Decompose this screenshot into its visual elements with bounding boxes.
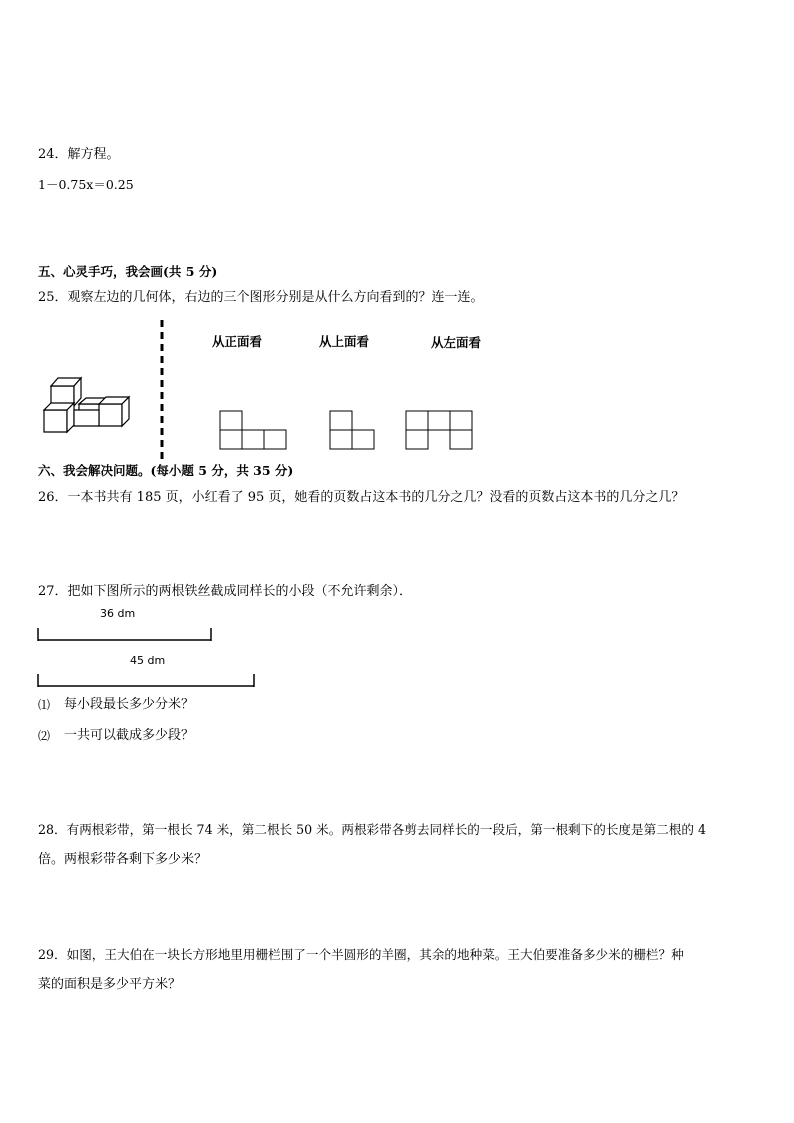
view-label-top: 从上面看 <box>319 334 370 349</box>
top-view <box>330 411 374 449</box>
q27-text: 27．把如下图所示的两根铁丝截成同样长的小段（不允许剩余）． <box>38 584 413 599</box>
q24-equation: 1－0.75x＝0.25 <box>38 177 134 192</box>
q27-sub1-text: 每小段最长多少分米？ <box>64 697 195 712</box>
geometric-solid <box>44 378 129 432</box>
wire1-label: 36 dm <box>100 607 136 620</box>
view-label-left: 从左面看 <box>431 335 482 350</box>
q25-text: 25．观察左边的几何体，右边的三个图形分别是从什么方向看到的？连一连。 <box>38 290 484 305</box>
q27-sub2-number: ⑵ <box>38 729 51 743</box>
section5-heading: 五、心灵手巧，我会画(共 5 分) <box>38 264 218 279</box>
section6-heading: 六、我会解决问题。(每小题 5 分，共 35 分) <box>38 463 294 478</box>
q24-title: 24．解方程。 <box>38 147 120 162</box>
q27-sub1-number: ⑴ <box>38 698 51 712</box>
left-view <box>406 411 472 449</box>
wire2-label: 45 dm <box>130 654 166 667</box>
view-label-front: 从正面看 <box>212 334 263 349</box>
q29-line1: 29．如图，王大伯在一块长方形地里用栅栏围了一个半圆形的羊圈，其余的地种菜。王大伯要准备多少米的栅栏？种 <box>38 947 684 962</box>
q28-line1: 28．有两根彩带，第一根长 74 米，第二根长 50 米。两根彩带各剪去同样长的一段后，第一根剩下的长度是第二根的 4 <box>38 822 707 837</box>
q27-sub2-text: 一共可以截成多少段？ <box>64 728 195 743</box>
front-view <box>220 411 286 449</box>
q26-text: 26．一本书共有 185 页，小红看了 95 页，她看的页数占这本书的几分之几？没看的页数占这本书的几分之几？ <box>38 490 685 505</box>
q29-line2: 菜的面积是多少平方米？ <box>38 977 182 992</box>
q28-line2: 倍。两根彩带各剩下多少米？ <box>38 852 208 867</box>
